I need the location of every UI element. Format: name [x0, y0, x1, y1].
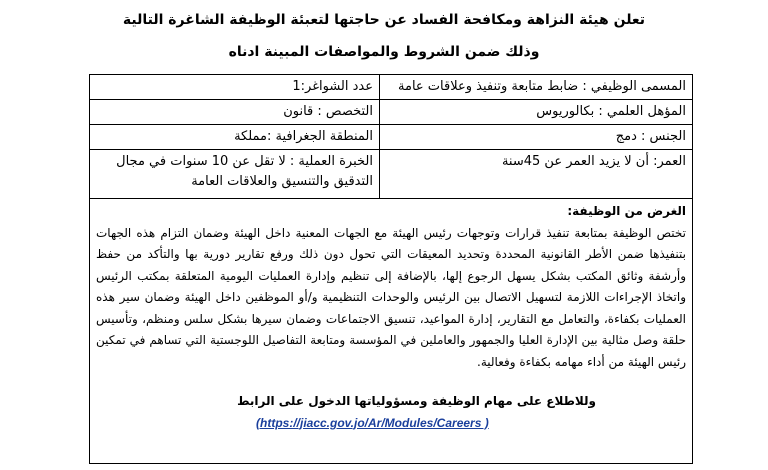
- table-row: [90, 199, 693, 464]
- age-cell: العمر: أن لا يزيد العمر عن 45سنة: [380, 150, 693, 199]
- table-row: [90, 100, 693, 125]
- job-title-cell: المسمى الوظيفي : ضابط متابعة وتنفيذ وعلاقات عامة: [380, 75, 693, 100]
- vacancies-cell: عدد الشواغر:1: [90, 75, 380, 100]
- qualification-cell: المؤهل العلمي : بكالوريوس: [380, 100, 693, 125]
- careers-link[interactable]: (https://jiacc.gov.jo/Ar/Modules/Careers ): [256, 415, 489, 430]
- purpose-text: تختص الوظيفة بمتابعة تنفيذ قرارات وتوجهات رئيس الهيئة مع الجهات المعنية داخل الهيئة وضمان التزام هذه الجهات بتنفيذها ضمن الأطر القانونية المحددة وتحديد المعيقات التي تحول دون ذلك ورفع تقارير دورية بها والتأكد من حفظ وأرشفة وثائق المكتب بشكل يسهل الرجوع إلها، بالإضافة إلى تنظيم وإدارة العمليات اليومية المتعلقة بمكتب الرئيس واتخاذ الإجراءات اللازمة لتسهيل الاتصال بين الرئيس والوحدات التنظيمية و/أو الموظفين داخل الهيئة وضمان سير هذه العمليات بكفاءة، والتعامل مع التقارير، إدارة المواعيد، تنسيق الاجتماعات وضمان سيرها بشكل سلس ومنظم، وتأسيس حلقة وصل مثالية بين الإدارة العليا والجمهور والعاملين في المؤسسة ومتابعة التفاصيل اللوجستية التي تساهم في تمكين رئيس الهيئة من أداء مهامه بكفاءة وفعالية.: [96, 225, 686, 369]
- specialization-cell: التخصص : قانون: [90, 100, 380, 125]
- job-purpose-cell: [90, 199, 693, 464]
- table-row: [90, 125, 693, 150]
- announcement-subtitle: وذلك ضمن الشروط والمواصفات المبينة ادناه: [228, 44, 540, 60]
- job-details-table: [89, 74, 693, 464]
- table-row: [90, 150, 693, 199]
- table-row: [90, 75, 693, 100]
- region-cell: المنطقة الجغرافية :مملكة: [90, 125, 380, 150]
- purpose-title: الغرض من الوظيفة:: [567, 204, 686, 218]
- announcement-title: تعلن هيئة النزاهة ومكافحة الفساد عن حاجتها لتعبئة الوظيفة الشاغرة التالية: [122, 12, 646, 28]
- gender-cell: الجنس : دمج: [380, 125, 693, 150]
- experience-cell: الخبرة العملية : لا تقل عن 10 سنوات في مجال التدقيق والتنسيق والعلاقات العامة: [90, 150, 380, 199]
- link-intro: وللاطلاع على مهام الوظيفة ومسؤولياتها الدخول على الرابط: [237, 394, 596, 408]
